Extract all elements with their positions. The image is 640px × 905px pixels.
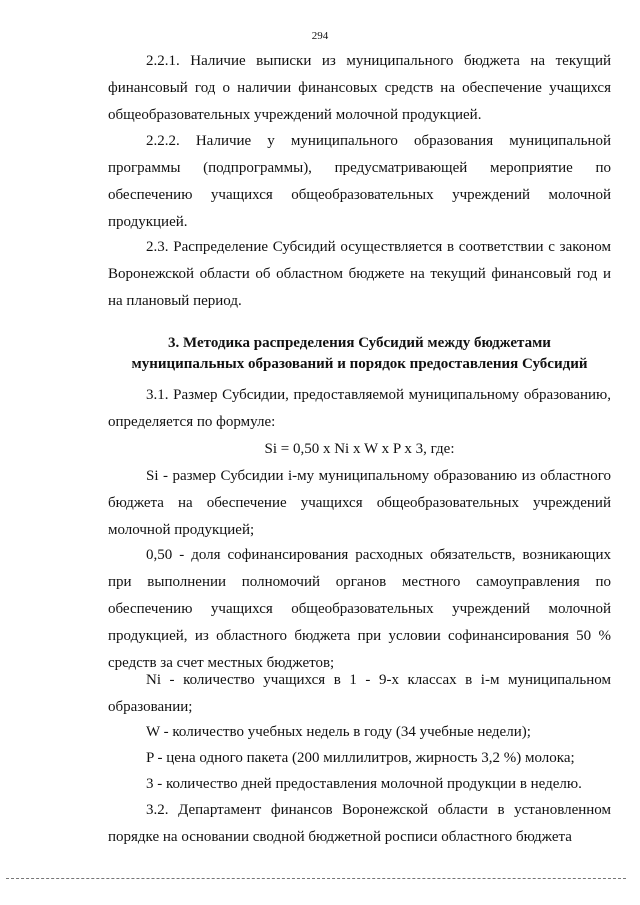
section-heading-line-2: муниципальных образований и порядок предоставления Субсидий bbox=[131, 356, 588, 372]
paragraph-2-3: 2.3. Распределение Субсидий осуществляется в соответствии с законом Воронежской области об областном бюджете на текущий финансовый год и на плановый период. bbox=[108, 239, 611, 309]
definition-p: P - цена одного пакета (200 миллилитров, жирность 3,2 %) молока; bbox=[146, 750, 575, 766]
definition-si: Si - размер Субсидии i-му муниципальному образованию из областного бюджета на обеспечение учащихся общеобразовательных учреждений молочной продукцией; bbox=[108, 468, 611, 538]
subsidy-formula: Si = 0,50 x Ni x W x P x 3, где: bbox=[264, 441, 455, 457]
definition-w: W - количество учебных недель в году (34 учебные недели); bbox=[146, 724, 531, 740]
paragraph-2-2-1: 2.2.1. Наличие выписки из муниципального бюджета на текущий финансовый год о наличии финансовых средств на обеспечение учащихся общеобразовательных учреждений молочной продукцией. bbox=[108, 53, 611, 123]
definition-days: 3 - количество дней предоставления молочной продукции в неделю. bbox=[146, 776, 582, 792]
footer-divider bbox=[6, 878, 626, 879]
paragraph-3-1: 3.1. Размер Субсидии, предоставляемой муниципальному образованию, определяется по формуле: bbox=[108, 387, 611, 430]
definition-cofinancing-share: 0,50 - доля софинансирования расходных обязательств, возникающих при выполнении полномочий органов местного самоуправления по обеспечению учащихся общеобразовательных учреждений молочной продукцией, из областного бюджета при условии софинансирования 50 % средств за счет местных бюджетов; bbox=[108, 547, 611, 671]
definition-ni: Ni - количество учащихся в 1 - 9-х классах в i-м муниципальном образовании; bbox=[108, 672, 611, 715]
paragraph-3-2: 3.2. Департамент финансов Воронежской области в установленном порядке на основании сводной бюджетной росписи областного бюджета bbox=[108, 802, 611, 845]
page-number: 294 bbox=[311, 30, 329, 42]
paragraph-2-2-2: 2.2.2. Наличие у муниципального образования муниципальной программы (подпрограммы), предусматривающей мероприятие по обеспечению учащихся общеобразовательных учреждений молочной продукцией. bbox=[108, 133, 611, 230]
section-heading-line-1: 3. Методика распределения Субсидий между бюджетами bbox=[168, 335, 551, 351]
